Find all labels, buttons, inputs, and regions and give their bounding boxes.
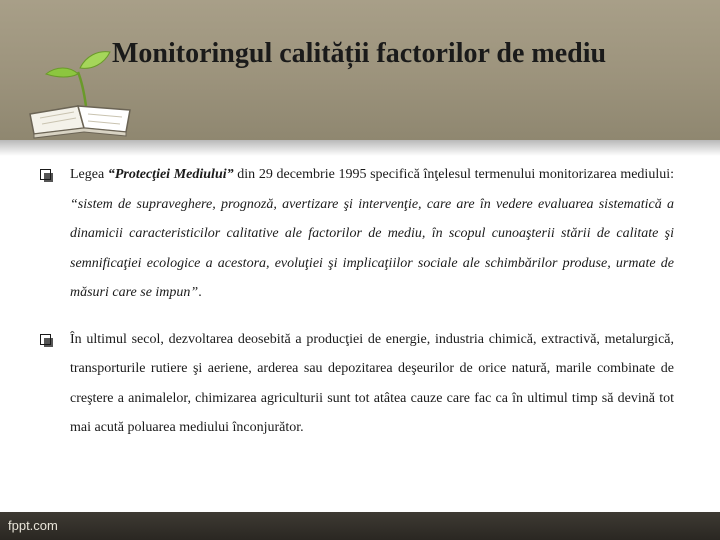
bullet-text-middle: din 29 decembrie 1995 specifică înţelesul termenului monitorizarea mediului:: [233, 167, 674, 182]
slide-footer: [0, 512, 720, 540]
bullet-item: [40, 160, 674, 308]
square-bullet-icon: [40, 169, 51, 180]
bullet-text: În ultimul secol, dezvoltarea deosebită a producţiei de energie, industria chimică, extractivă, metalurgică, transporturile rutiere şi aeriene, arderea sau depozitarea deşeurilor de orice natură, marile combinate de creştere a animalelor, chimizarea agriculturii sunt tot atâtea cauze care fac ca în ultimul timp să devină tot mai acută poluarea mediului înconjurător.: [70, 331, 674, 435]
bullet-text-intro: Legea: [70, 167, 108, 182]
bullet-item: [40, 325, 674, 443]
law-name: “Protecţiei Mediului”: [107, 167, 234, 182]
square-bullet-icon: [40, 334, 51, 345]
footer-watermark: fppt.com: [8, 518, 58, 533]
slide-body: [40, 160, 674, 443]
definition-quote: “sistem de supraveghere, prognoză, avertizare şi intervenţie, care are în vedere evaluarea sistematică a dinamicii caracteristicilor calitative ale factorilor de mediu, în scopul cunoaşterii stării de calitate şi semnificaţiei ecologice a acestora, evoluţiei şi implicaţiilor sociale ale schimbărilor produse, urmate de măsuri care se impun”: [70, 196, 674, 300]
slide-title: Monitoringul calității factorilor de mediu: [112, 38, 607, 69]
bullet-text-end: .: [198, 285, 202, 300]
